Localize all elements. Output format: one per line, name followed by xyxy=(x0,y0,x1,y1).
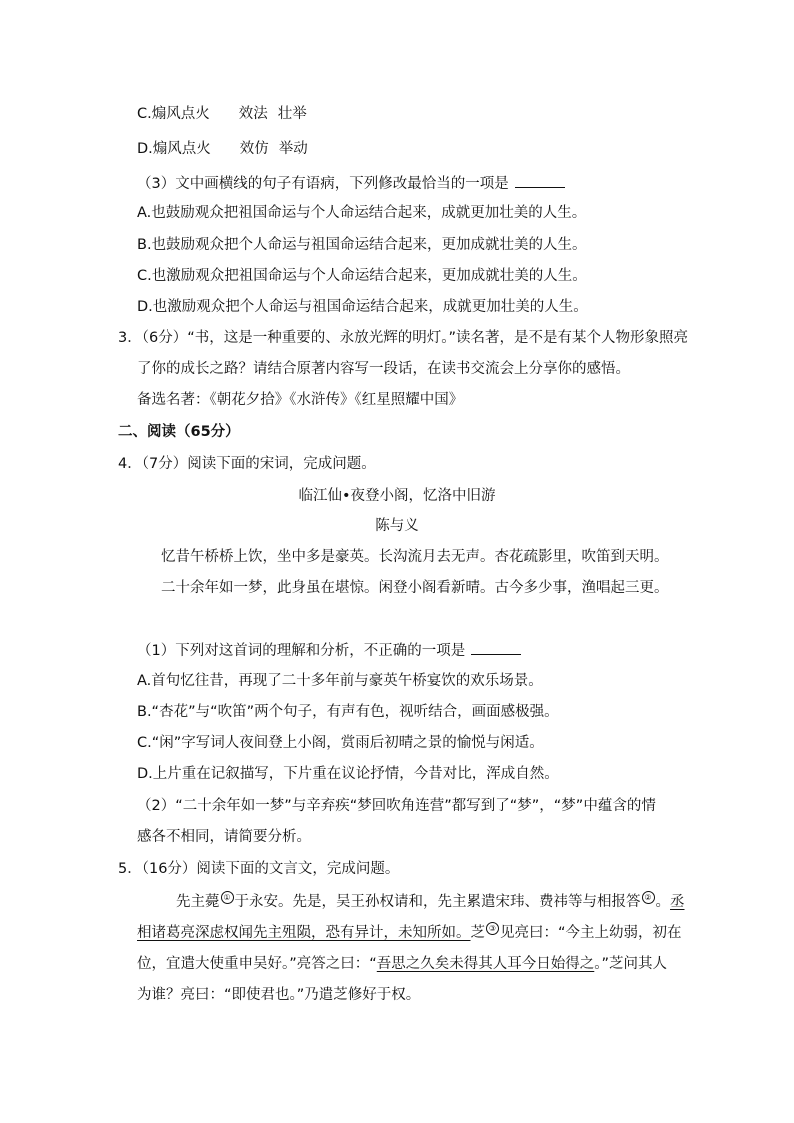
q4-1-option-a: A.首句忆往昔，再现了二十多年前与豪英午桥宴饮的欢乐场景。 xyxy=(137,673,543,689)
q3-line1: 3．（6分）“书，这是一种重要的、永放光辉的明灯。”读名著，是不是有某个人物形象照亮 xyxy=(118,330,688,346)
underlined-sentence: 丞 xyxy=(670,894,685,910)
answer-blank[interactable] xyxy=(515,173,565,188)
q4-2-line1: （2）“二十余年如一梦”与辛弃疾“梦回吹角连营”都写到了“梦”，“梦”中蕴含的情 xyxy=(137,798,656,814)
q4-2-line2: 感各不相同，请简要分析。 xyxy=(137,829,311,845)
footnote-3: ③ xyxy=(486,922,499,935)
q2-3-option-c: C.也激励观众把祖国命运与个人命运结合起来，更加成就壮美的人生。 xyxy=(137,268,587,284)
footnote-1: ① xyxy=(221,891,234,904)
passage-line-2: 相诸葛亮深虑权闻先主殂陨，恐有异计，未知所如。芝 ③ 见亮曰：“今主上幼弱，初在 xyxy=(137,924,682,941)
poem-author: 陈与义 xyxy=(375,518,419,534)
option-letter: C. xyxy=(137,106,152,122)
q2-3-stem: （3）文中画横线的句子有语病，下列修改最恰当的一项是 xyxy=(137,173,565,194)
option-b: 举动 xyxy=(278,141,308,157)
option-word: 煽风点火 xyxy=(151,106,210,122)
q5-stem: 5．（16分）阅读下面的文言文，完成问题。 xyxy=(118,861,400,877)
option-word: 煽风点火 xyxy=(152,141,211,157)
poem-line-1: 忆昔午桥桥上饮，坐中多是豪英。长沟流月去无声。杏花疏影里，吹笛到天明。 xyxy=(161,549,669,565)
option-a: 效法 xyxy=(238,106,268,122)
underlined-sentence: 吾思之久矣未得其人耳今日始得之 xyxy=(376,956,595,972)
underlined-sentence: 相诸葛亮深虑权闻先主殂陨，恐有异计，未知所如。 xyxy=(137,925,471,941)
q3-line2: 了你的成长之路？请结合原著内容写一段话，在读书交流会上分享你的感悟。 xyxy=(137,361,630,377)
option-a: 效仿 xyxy=(239,141,269,157)
footnote-2: ② xyxy=(642,891,655,904)
q4-1-option-d: D.上片重在记叙描写，下片重在议论抒情，今昔对比，浑成自然。 xyxy=(137,766,559,782)
q3-line3: 备选名著：《朝花夕拾》《水浒传》《红星照耀中国》 xyxy=(137,392,464,408)
q4-1-stem: （1）下列对这首词的理解和分析，不正确的一项是 xyxy=(137,640,521,661)
passage-line-3: 位，宜遣大使重申吴好。”亮答之曰：“吾思之久矣未得其人耳今日始得之。”芝问其人 xyxy=(137,956,668,972)
q2-3-option-a: A.也鼓励观众把祖国命运与个人命运结合起来，成就更加壮美的人生。 xyxy=(137,205,587,221)
poem-line-2: 二十余年如一梦，此身虽在堪惊。闲登小阁看新晴。古今多少事，渔唱起三更。 xyxy=(161,580,669,596)
option-d-row xyxy=(137,139,308,159)
passage-line-1: 先主薨 ① 于永安。先是，吴王孙权请和，先主累遣宋玮、费祎等与相报答 ② 。丞 xyxy=(176,893,685,910)
q4-1-option-b: B.“杏花”与“吹笛”两个句子，有声有色，视听结合，画面感极强。 xyxy=(137,704,559,720)
q4-1-option-c: C.“闲”字写词人夜间登上小阁，赏雨后初晴之景的愉悦与闲适。 xyxy=(137,735,544,751)
answer-blank[interactable] xyxy=(471,640,521,655)
option-letter: D. xyxy=(137,141,153,157)
option-c-row xyxy=(137,104,307,124)
q2-3-option-d: D.也激励观众把个人命运与祖国命运结合起来，成就更加壮美的人生。 xyxy=(137,299,588,315)
option-b: 壮举 xyxy=(277,106,307,122)
q2-3-option-b: B.也鼓励观众把个人命运与祖国命运结合起来，更加成就壮美的人生。 xyxy=(137,237,587,253)
poem-title: 临江仙•夜登小阁，忆洛中旧游 xyxy=(298,488,496,504)
q4-stem: 4．（7分）阅读下面的宋词，完成问题。 xyxy=(118,456,376,472)
section-heading: 二、阅读（65分） xyxy=(118,424,240,440)
passage-line-4: 为谁？亮曰：“即使君也。”乃遣芝修好于权。 xyxy=(137,987,421,1003)
